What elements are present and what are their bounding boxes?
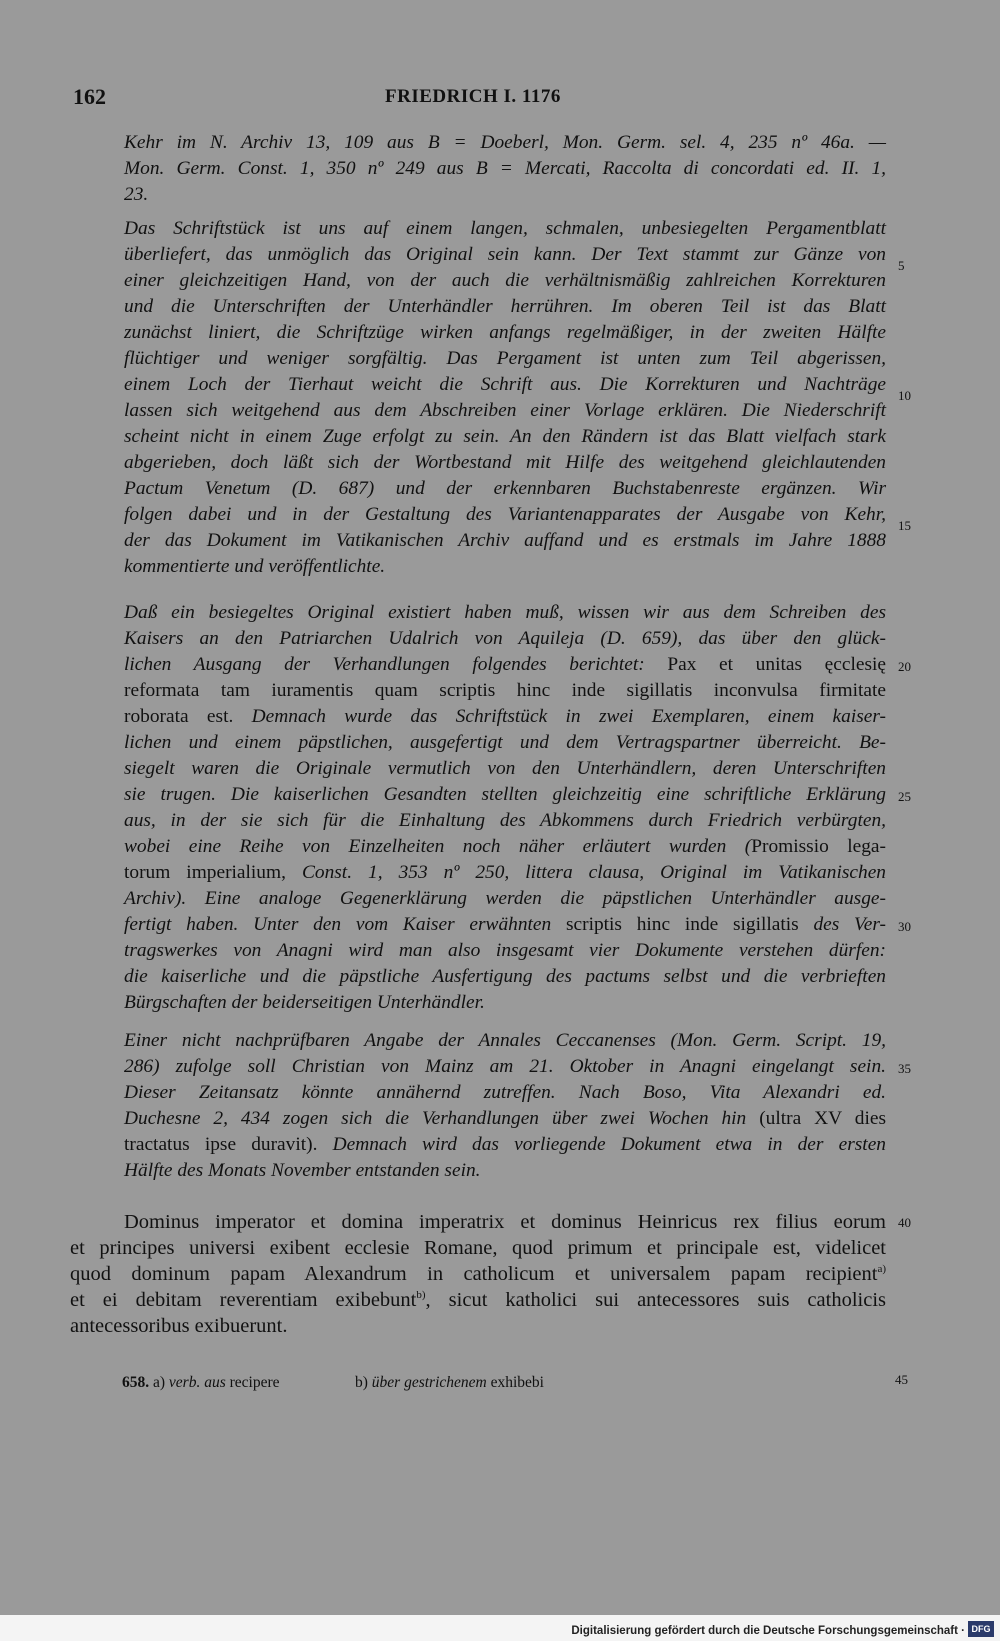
text-line: sie trugen. Die kaiserlichen Gesandten stellten gleichzeitig eine schriftliche Erklärung bbox=[124, 784, 886, 805]
footnote-marker: b) bbox=[416, 1289, 426, 1302]
text-line: antecessoribus exibuerunt. bbox=[70, 1315, 288, 1337]
footnote-b: b) über gestrichenem exhibebi bbox=[355, 1374, 544, 1391]
line-number: 40 bbox=[898, 1215, 911, 1230]
quoted-latin: Promissio lega- bbox=[751, 836, 886, 857]
text-line: flüchtiger und weniger sorgfältig. Das Pergament ist unten zum Teil abgerissen, bbox=[124, 348, 886, 369]
line-number: 25 bbox=[898, 789, 911, 804]
text-line: scheint nicht in einem Zuge erfolgt zu sein. An den Rändern ist das Blatt vielfach stark bbox=[124, 426, 886, 447]
text-line: zunächst liniert, die Schriftzüge wirken anfangs regelmäßiger, in der zweiten Hälfte bbox=[124, 322, 886, 343]
italic-run: Const. 1, 353 nº 250, littera clausa, Original im Vatikanischen bbox=[301, 862, 886, 883]
page-number: 162 bbox=[73, 84, 106, 109]
text-line: siegelt waren die Originale vermutlich von den Unterhändlern, deren Unterschriften bbox=[124, 758, 886, 779]
text-line: überliefert, das unmöglich das Original sein kann. Der Text stammt zur Gänze von bbox=[124, 244, 886, 265]
italic-run: fertigt haben. Unter den vom Kaiser erwähnten bbox=[124, 914, 552, 935]
text-line: et principes universi exibent ecclesie Romane, quod primum et principale est, videlicet bbox=[70, 1237, 886, 1259]
text-line: aus, in der sie sich für die Einhaltung des Abkommens durch Friedrich verbürgten, bbox=[124, 810, 886, 831]
text-line: lichen und einem päpstlichen, ausgefertigt und dem Vertragspartner überreicht. Be- bbox=[124, 732, 886, 753]
text-line: Bürgschaften der beiderseitigen Unterhändler. bbox=[124, 992, 485, 1013]
description-paragraph bbox=[124, 216, 886, 580]
commentary-paragraph bbox=[124, 600, 886, 1016]
bibliography-paragraph bbox=[124, 130, 886, 208]
text-line: Daß ein besiegeltes Original existiert haben muß, wissen wir aus dem Schreiben des bbox=[124, 602, 886, 623]
text-line bbox=[124, 704, 886, 730]
text-line: quod dominum papam Alexandrum in catholicum et universalem papam recipient$^{a)}$ bbox=[70, 1263, 886, 1285]
dating-paragraph bbox=[124, 1028, 886, 1184]
quoted-latin: (ultra XV dies bbox=[759, 1108, 886, 1129]
italic-run: des Ver- bbox=[813, 914, 886, 935]
text-line: Kehr im N. Archiv 13, 109 aus B = Doeberl, Mon. Germ. sel. 4, 235 nº 46a. — bbox=[124, 132, 886, 153]
text-line: Mon. Germ. Const. 1, 350 nº 249 aus B = Mercati, Raccolta di concordati ed. II. 1, bbox=[124, 158, 886, 179]
funding-credit: Digitalisierung gefördert durch die Deutsche Forschungsgemeinschaft · bbox=[571, 1625, 965, 1637]
italic-run: Demnach wird das vorliegende Dokument etwa in der ersten bbox=[332, 1134, 886, 1155]
text-line: lassen sich weitgehend aus dem Abschreiben einer Vorlage erklären. Die Niederschrift bbox=[124, 400, 886, 421]
text-line: 23. bbox=[124, 184, 149, 205]
text-line: Pactum Venetum (D. 687) und der erkennbaren Buchstabenreste ergänzen. Wir bbox=[124, 478, 886, 499]
text-line: Dieser Zeitansatz könnte annähernd zutreffen. Nach Boso, Vita Alexandri ed. bbox=[124, 1082, 886, 1103]
text-line: Dominus imperator et domina imperatrix et dominus Heinricus rex filius eorum bbox=[124, 1211, 886, 1233]
text-line: et ei debitam reverentiam exibebunt$^{b)}$, sicut katholici sui antecessores suis catholicis bbox=[70, 1289, 886, 1311]
line-number: 5 bbox=[898, 258, 905, 273]
text-line: die kaiserliche und die päpstliche Ausfertigung des pactums selbst und die verbrieften bbox=[124, 966, 886, 987]
line-number: 45 bbox=[895, 1372, 908, 1387]
edition-text bbox=[70, 1209, 886, 1339]
quoted-latin: torum imperialium, bbox=[124, 862, 286, 883]
quoted-latin: tractatus ipse duravit). bbox=[124, 1134, 318, 1155]
text-line: Einer nicht nachprüfbaren Angabe der Annales Ceccanenses (Mon. Germ. Script. 19, bbox=[124, 1030, 886, 1051]
italic-run: Demnach wurde das Schriftstück in zwei Exemplaren, einem kaiser- bbox=[251, 706, 886, 727]
text-line bbox=[124, 912, 886, 938]
footer-bar bbox=[0, 1615, 1000, 1641]
text-line: Archiv). Eine analoge Gegenerklärung werden die päpstlichen Unterhändler ausge- bbox=[124, 888, 886, 909]
italic-run: wobei eine Reihe von Einzelheiten noch näher erläutert wurden ( bbox=[124, 836, 752, 857]
quoted-latin: roborata est. bbox=[124, 706, 234, 727]
text-line: einem Loch der Tierhaut weicht die Schrift aus. Die Korrekturen und Nachträge bbox=[124, 374, 886, 395]
footnote-marker: a) bbox=[877, 1263, 886, 1276]
footnote-a: 658. a) verb. aus recipere bbox=[122, 1374, 280, 1391]
text-line: Das Schriftstück ist uns auf einem langen, schmalen, unbesiegelten Pergamentblatt bbox=[124, 218, 886, 239]
italic-run: lichen Ausgang der Verhandlungen folgendes berichtet: bbox=[124, 654, 645, 675]
text-line: abgerieben, doch läßt sich der Wortbestand mit Hilfe des weitgehend gleichlautenden bbox=[124, 452, 886, 473]
text-line: 286) zufolge soll Christian von Mainz am 21. Oktober in Anagni eingelangt sein. bbox=[124, 1056, 886, 1077]
text-line: einer gleichzeitigen Hand, von der auch die verhältnismäßig zahlreichen Korrekturen bbox=[124, 270, 886, 291]
text-line: kommentierte und veröffentlichte. bbox=[124, 556, 386, 577]
text-line: und die Unterschriften der Unterhändler herrühren. Im oberen Teil ist das Blatt bbox=[124, 296, 886, 317]
line-number: 30 bbox=[898, 919, 911, 934]
line-number: 35 bbox=[898, 1061, 911, 1076]
dfg-logo-icon: DFG bbox=[968, 1621, 994, 1637]
quoted-latin-line: reformata tam iuramentis quam scriptis hinc inde sigillatis inconvulsa firmitate bbox=[124, 680, 886, 701]
text-line bbox=[124, 834, 886, 860]
quoted-latin: Pax et unitas ęcclesię bbox=[667, 654, 886, 675]
quoted-latin: scriptis hinc inde sigillatis bbox=[565, 914, 799, 935]
text-line: Hälfte des Monats November entstanden sein. bbox=[124, 1160, 481, 1181]
text-line bbox=[124, 1106, 886, 1132]
text-line bbox=[124, 652, 886, 678]
document-number: 658. bbox=[122, 1374, 150, 1391]
line-number: 10 bbox=[898, 388, 911, 403]
text-line: Kaisers an den Patriarchen Udalrich von Aquileja (D. 659), das über den glück- bbox=[124, 628, 886, 649]
line-number: 20 bbox=[898, 659, 911, 674]
text-line: folgen dabei und in der Gestaltung des Variantenapparates der Ausgabe von Kehr, bbox=[124, 504, 886, 525]
text-line bbox=[124, 860, 886, 886]
line-number: 15 bbox=[898, 518, 911, 533]
text-line bbox=[124, 1132, 886, 1158]
text-line: tragswerkes von Anagni wird man also insgesamt vier Dokumente verstehen dürfen: bbox=[124, 940, 886, 961]
italic-run: Duchesne 2, 434 zogen sich die Verhandlungen über zwei Wochen hin bbox=[124, 1108, 747, 1129]
text-line: der das Dokument im Vatikanischen Archiv auffand und es erstmals im Jahre 1888 bbox=[124, 530, 886, 551]
running-title: FRIEDRICH I. 1176 bbox=[385, 86, 561, 107]
